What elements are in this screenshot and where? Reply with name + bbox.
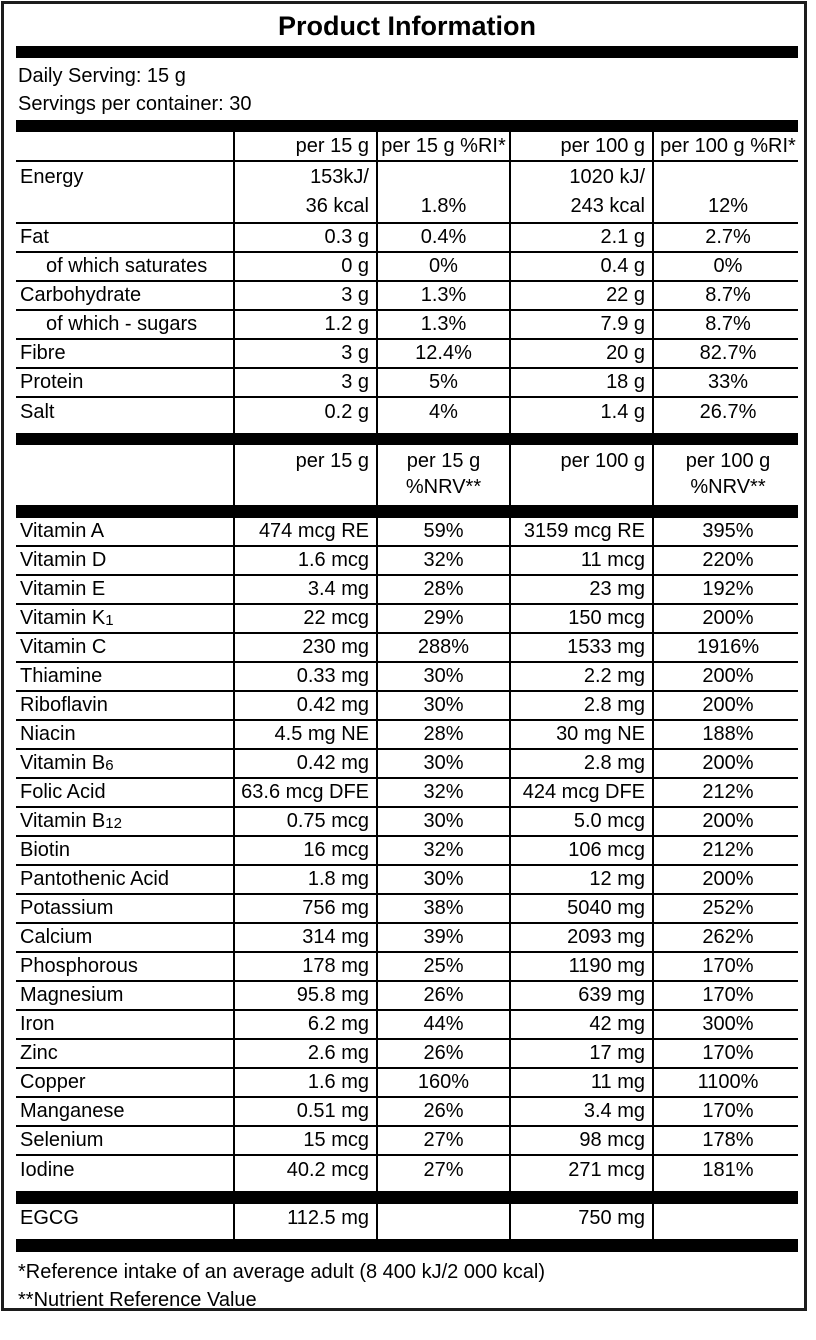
percent-per-15g: 0% bbox=[376, 253, 509, 280]
percent-per-100g: 262% bbox=[652, 924, 802, 951]
nutrient-label: Vitamin B 6 bbox=[16, 750, 233, 777]
footnote-reference-intake: *Reference intake of an average adult (8 400 kJ/2 000 kcal) bbox=[18, 1261, 545, 1283]
micro-rows-container bbox=[16, 518, 798, 1185]
value-per-100g: 2093 mg bbox=[509, 924, 652, 951]
percent-per-100g: 12% bbox=[652, 162, 802, 222]
nutrient-label: Fibre bbox=[20, 342, 66, 364]
percent-per-15g: 160% bbox=[376, 1069, 509, 1096]
value-per-100g: 30 mg NE bbox=[509, 721, 652, 748]
value-per-15g: 0.42 mg bbox=[233, 692, 376, 719]
percent-per-100g: 82.7% bbox=[652, 340, 802, 367]
section-divider-bar bbox=[16, 1239, 798, 1252]
percent-per-15g: 39% bbox=[376, 924, 509, 951]
value-per-100g: 271 mcg bbox=[509, 1156, 652, 1185]
header-per-15g: per 15 g bbox=[233, 445, 376, 505]
nutrient-label: Folic Acid bbox=[20, 781, 106, 803]
value-per-15g: 153kJ/ 36 kcal bbox=[233, 162, 376, 222]
value-per-15g: 1.8 mg bbox=[233, 866, 376, 893]
table-row bbox=[16, 808, 798, 837]
percent-per-100g: 170% bbox=[652, 982, 802, 1009]
nutrient-label: Niacin bbox=[20, 723, 76, 745]
percent-per-100g: 212% bbox=[652, 837, 802, 864]
value-per-100g: 2.2 mg bbox=[509, 663, 652, 690]
value-per-15g: 0.3 g bbox=[233, 224, 376, 251]
value-per-15g: 756 mg bbox=[233, 895, 376, 922]
section-divider-bar bbox=[16, 120, 798, 132]
value-per-15g: 0.2 g bbox=[233, 398, 376, 427]
value-per-100g: 1190 mg bbox=[509, 953, 652, 980]
percent-per-100g: 1916% bbox=[652, 634, 802, 661]
value-per-15g: 4.5 mg NE bbox=[233, 721, 376, 748]
header-blank bbox=[16, 132, 233, 160]
nutrient-label: Vitamin B 12 bbox=[16, 808, 233, 835]
value-per-15g: 63.6 mcg DFE bbox=[233, 779, 376, 806]
nutrient-label: of which - sugars bbox=[46, 313, 198, 335]
percent-per-15g bbox=[376, 1204, 509, 1233]
percent-per-15g: 30% bbox=[376, 750, 509, 777]
value-per-15g: 15 mcg bbox=[233, 1127, 376, 1154]
table-row bbox=[16, 634, 798, 663]
percent-per-15g: 26% bbox=[376, 1098, 509, 1125]
nutrient-label: Zinc bbox=[20, 1042, 58, 1064]
nutrient-label: Biotin bbox=[20, 839, 71, 861]
label-subscript: 1 bbox=[105, 612, 114, 629]
percent-per-100g: 200% bbox=[652, 750, 802, 777]
percent-per-15g: 32% bbox=[376, 779, 509, 806]
nutrient-label: Pantothenic Acid bbox=[20, 868, 169, 890]
percent-per-15g: 32% bbox=[376, 837, 509, 864]
percent-per-15g: 27% bbox=[376, 1127, 509, 1154]
table-row bbox=[16, 605, 798, 634]
nutrient-label: Potassium bbox=[20, 897, 114, 919]
value-per-100g: 5.0 mcg bbox=[509, 808, 652, 835]
header-per-100g: per 100 g bbox=[509, 132, 652, 160]
value-per-15g: 1.6 mcg bbox=[233, 547, 376, 574]
nutrient-label: Carbohydrate bbox=[20, 284, 142, 306]
value-per-15g: 2.6 mg bbox=[233, 1040, 376, 1067]
label-subscript: 6 bbox=[105, 757, 114, 774]
table-row bbox=[16, 1069, 798, 1098]
percent-per-100g: 170% bbox=[652, 1040, 802, 1067]
value-per-100g: 2.8 mg bbox=[509, 692, 652, 719]
value-per-15g: 0.75 mcg bbox=[233, 808, 376, 835]
value-per-100g: 12 mg bbox=[509, 866, 652, 893]
header-per-15g-nrv: per 15 g %NRV** bbox=[376, 445, 509, 505]
value-per-15g: 6.2 mg bbox=[233, 1011, 376, 1038]
value-per-100g: 18 g bbox=[509, 369, 652, 396]
percent-per-100g: 170% bbox=[652, 953, 802, 980]
percent-per-15g: 30% bbox=[376, 808, 509, 835]
daily-serving-text: Daily Serving: 15 g bbox=[18, 65, 186, 87]
value-per-100g: 750 mg bbox=[509, 1204, 652, 1233]
nutrient-label: Energy bbox=[20, 166, 84, 188]
value-per-100g: 11 mg bbox=[509, 1069, 652, 1096]
header-per-100g-ri: per 100 g %RI* bbox=[652, 132, 802, 160]
value-per-15g: 0.51 mg bbox=[233, 1098, 376, 1125]
table-row bbox=[16, 837, 798, 866]
table-row bbox=[16, 692, 798, 721]
header-per-15g-ri: per 15 g %RI* bbox=[376, 132, 509, 160]
value-per-100g: 42 mg bbox=[509, 1011, 652, 1038]
nutrient-label: Vitamin D bbox=[20, 549, 107, 571]
section-divider-bar bbox=[16, 433, 798, 445]
percent-per-100g: 252% bbox=[652, 895, 802, 922]
nutrient-label: Calcium bbox=[20, 926, 93, 948]
nutrient-label: of which saturates bbox=[46, 255, 208, 277]
percent-per-100g: 200% bbox=[652, 808, 802, 835]
value-per-15g: 474 mcg RE bbox=[233, 518, 376, 545]
value-per-15g: 112.5 mg bbox=[233, 1204, 376, 1233]
percent-per-100g: 170% bbox=[652, 1098, 802, 1125]
percent-per-100g: 33% bbox=[652, 369, 802, 396]
nutrient-label: Copper bbox=[20, 1071, 86, 1093]
percent-per-15g: 38% bbox=[376, 895, 509, 922]
percent-per-100g: 181% bbox=[652, 1156, 802, 1185]
nutrient-label: Fat bbox=[20, 226, 49, 248]
table-row bbox=[16, 311, 798, 340]
table-row bbox=[16, 750, 798, 779]
value-per-15g: 22 mcg bbox=[233, 605, 376, 632]
value-per-15g: 230 mg bbox=[233, 634, 376, 661]
value-per-100g: 1020 kJ/ 243 kcal bbox=[509, 162, 652, 222]
percent-per-100g: 8.7% bbox=[652, 282, 802, 309]
value-per-100g: 0.4 g bbox=[509, 253, 652, 280]
table-row bbox=[16, 1098, 798, 1127]
value-per-100g: 1533 mg bbox=[509, 634, 652, 661]
percent-per-100g: 178% bbox=[652, 1127, 802, 1154]
percent-per-100g: 300% bbox=[652, 1011, 802, 1038]
percent-per-100g: 200% bbox=[652, 866, 802, 893]
macro-table-header bbox=[16, 132, 798, 162]
nutrient-label: Manganese bbox=[20, 1100, 125, 1122]
table-row bbox=[16, 924, 798, 953]
value-per-15g: 40.2 mcg bbox=[233, 1156, 376, 1185]
percent-per-15g: 12.4% bbox=[376, 340, 509, 367]
table-row bbox=[16, 398, 798, 427]
percent-per-15g: 28% bbox=[376, 576, 509, 603]
footnotes bbox=[16, 1252, 798, 1314]
percent-per-15g: 59% bbox=[376, 518, 509, 545]
section-divider-bar bbox=[16, 1191, 798, 1204]
nutrient-label: Vitamin K 1 bbox=[16, 605, 233, 632]
percent-per-15g: 26% bbox=[376, 982, 509, 1009]
table-row bbox=[16, 518, 798, 547]
nutrient-label: Vitamin C bbox=[20, 636, 107, 658]
value-per-15g: 3 g bbox=[233, 282, 376, 309]
value-per-100g: 150 mcg bbox=[509, 605, 652, 632]
nutrient-label: Magnesium bbox=[20, 984, 124, 1006]
value-per-100g: 22 g bbox=[509, 282, 652, 309]
table-row bbox=[16, 779, 798, 808]
header-per-100g: per 100 g bbox=[509, 445, 652, 505]
nutrient-label: Selenium bbox=[20, 1129, 104, 1151]
table-row bbox=[16, 253, 798, 282]
nutrient-label: Thiamine bbox=[20, 665, 103, 687]
header-blank bbox=[16, 445, 233, 505]
serving-info bbox=[16, 58, 798, 120]
value-per-15g: 3 g bbox=[233, 369, 376, 396]
percent-per-15g: 0.4% bbox=[376, 224, 509, 251]
value-per-15g: 95.8 mg bbox=[233, 982, 376, 1009]
percent-per-100g: 200% bbox=[652, 663, 802, 690]
percent-per-15g: 1.8% bbox=[376, 162, 509, 222]
value-per-15g: 178 mg bbox=[233, 953, 376, 980]
value-per-100g: 17 mg bbox=[509, 1040, 652, 1067]
table-row bbox=[16, 576, 798, 605]
percent-per-100g: 200% bbox=[652, 692, 802, 719]
value-per-100g: 424 mcg DFE bbox=[509, 779, 652, 806]
percent-per-15g: 1.3% bbox=[376, 282, 509, 309]
percent-per-15g: 44% bbox=[376, 1011, 509, 1038]
value-per-100g: 3.4 mg bbox=[509, 1098, 652, 1125]
value-per-100g: 2.8 mg bbox=[509, 750, 652, 777]
percent-per-100g: 2.7% bbox=[652, 224, 802, 251]
percent-per-100g: 1100% bbox=[652, 1069, 802, 1096]
percent-per-15g: 32% bbox=[376, 547, 509, 574]
table-row bbox=[16, 1156, 798, 1185]
table-row bbox=[16, 895, 798, 924]
table-row bbox=[16, 1040, 798, 1069]
nutrient-label: Riboflavin bbox=[20, 694, 108, 716]
value-per-15g: 1.6 mg bbox=[233, 1069, 376, 1096]
percent-per-100g bbox=[652, 1204, 802, 1233]
nutrient-label: Phosphorous bbox=[20, 955, 138, 977]
table-row bbox=[16, 721, 798, 750]
page-title: Product Information bbox=[278, 11, 536, 41]
table-row bbox=[16, 340, 798, 369]
table-row bbox=[16, 866, 798, 895]
percent-per-100g: 212% bbox=[652, 779, 802, 806]
table-row-energy bbox=[16, 162, 798, 224]
value-per-15g: 1.2 g bbox=[233, 311, 376, 338]
value-per-100g: 2.1 g bbox=[509, 224, 652, 251]
servings-per-container-text: Servings per container: 30 bbox=[18, 93, 252, 115]
value-per-100g: 106 mcg bbox=[509, 837, 652, 864]
table-row bbox=[16, 982, 798, 1011]
value-per-15g: 0 g bbox=[233, 253, 376, 280]
table-row bbox=[16, 1204, 798, 1233]
table-row bbox=[16, 953, 798, 982]
value-per-100g: 98 mcg bbox=[509, 1127, 652, 1154]
header-per-15g: per 15 g bbox=[233, 132, 376, 160]
value-per-15g: 0.33 mg bbox=[233, 663, 376, 690]
section-divider-bar bbox=[16, 46, 798, 58]
percent-per-15g: 1.3% bbox=[376, 311, 509, 338]
value-per-100g: 5040 mg bbox=[509, 895, 652, 922]
table-row bbox=[16, 1127, 798, 1156]
value-per-15g: 0.42 mg bbox=[233, 750, 376, 777]
table-row bbox=[16, 224, 798, 253]
percent-per-100g: 220% bbox=[652, 547, 802, 574]
percent-per-100g: 395% bbox=[652, 518, 802, 545]
table-row bbox=[16, 547, 798, 576]
value-per-100g: 639 mg bbox=[509, 982, 652, 1009]
nutrient-label: EGCG bbox=[20, 1207, 79, 1229]
value-per-15g: 16 mcg bbox=[233, 837, 376, 864]
nutrient-label: Iron bbox=[20, 1013, 55, 1035]
nutrient-label: Protein bbox=[20, 371, 84, 393]
percent-per-15g: 30% bbox=[376, 692, 509, 719]
percent-per-15g: 27% bbox=[376, 1156, 509, 1185]
percent-per-15g: 25% bbox=[376, 953, 509, 980]
percent-per-15g: 26% bbox=[376, 1040, 509, 1067]
extra-rows-container bbox=[16, 1204, 798, 1233]
percent-per-15g: 29% bbox=[376, 605, 509, 632]
value-per-15g: 314 mg bbox=[233, 924, 376, 951]
value-per-100g: 11 mcg bbox=[509, 547, 652, 574]
percent-per-100g: 192% bbox=[652, 576, 802, 603]
percent-per-100g: 8.7% bbox=[652, 311, 802, 338]
percent-per-15g: 5% bbox=[376, 369, 509, 396]
label-subscript: 12 bbox=[105, 815, 122, 832]
value-per-15g: 3.4 mg bbox=[233, 576, 376, 603]
value-per-100g: 1.4 g bbox=[509, 398, 652, 427]
percent-per-100g: 0% bbox=[652, 253, 802, 280]
table-row bbox=[16, 663, 798, 692]
percent-per-15g: 28% bbox=[376, 721, 509, 748]
value-per-100g: 20 g bbox=[509, 340, 652, 367]
percent-per-100g: 26.7% bbox=[652, 398, 802, 427]
value-per-100g: 23 mg bbox=[509, 576, 652, 603]
table-row bbox=[16, 282, 798, 311]
table-row bbox=[16, 1011, 798, 1040]
header-per-100g-nrv: per 100 g %NRV** bbox=[652, 445, 802, 505]
value-per-100g: 7.9 g bbox=[509, 311, 652, 338]
percent-per-15g: 30% bbox=[376, 663, 509, 690]
micro-table-header bbox=[16, 445, 798, 505]
section-divider-bar bbox=[16, 505, 798, 518]
percent-per-15g: 4% bbox=[376, 398, 509, 427]
value-per-100g: 3159 mcg RE bbox=[509, 518, 652, 545]
product-information-label bbox=[1, 1, 807, 1311]
percent-per-15g: 30% bbox=[376, 866, 509, 893]
table-row bbox=[16, 369, 798, 398]
macro-rows-container bbox=[16, 224, 798, 427]
percent-per-100g: 188% bbox=[652, 721, 802, 748]
percent-per-100g: 200% bbox=[652, 605, 802, 632]
footnote-nrv: **Nutrient Reference Value bbox=[18, 1289, 257, 1311]
percent-per-15g: 288% bbox=[376, 634, 509, 661]
nutrient-label: Iodine bbox=[20, 1159, 75, 1181]
nutrient-label: Vitamin A bbox=[20, 520, 105, 542]
nutrient-label: Vitamin E bbox=[20, 578, 106, 600]
value-per-15g: 3 g bbox=[233, 340, 376, 367]
nutrient-label: Salt bbox=[20, 401, 55, 423]
